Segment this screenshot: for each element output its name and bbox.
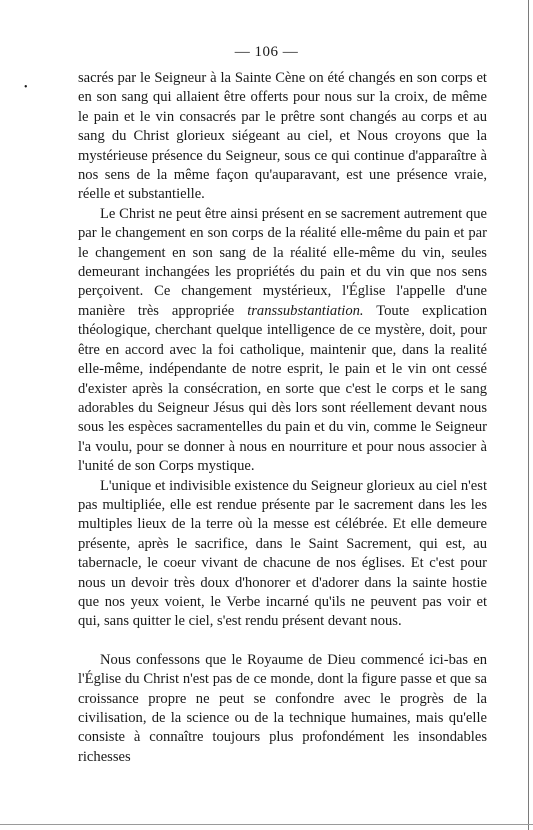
- paragraph-4: [78, 651, 487, 767]
- paragraph-3-text: L'unique et indivisible existence du Seigneur glorieux au ciel n'est pas multipliée, elle est rendue présente par le sacrement dans les les multiples lieux de la terre où la messe est célébrée. Et elle demeure présente, après le sacrifice, dans le Saint Sacrement, qui est, au tabernacle, le coeur vivant de chacune de nos églises. Et c'est pour nous un devoir très doux d'honorer et d'adorer dans la sainte hostie que nos yeux voient, le Verbe incarné qu'ils ne peuvent pas voir et qui, sans quitter le ciel, s'est rendu présent devant nous.: [78, 477, 487, 630]
- body-text: [78, 69, 487, 767]
- paragraph-1: [78, 69, 487, 205]
- page-bottom-rule: [0, 824, 533, 825]
- page-number: — 106 —: [234, 44, 299, 60]
- paragraph-2-text-a: Le Christ ne peut être ainsi présent en se sacrement autrement que par le changement en son corps de la réalité elle-même du pain et par le changement en son sang de la réalité elle-même du vin, seules demeurant inchangées les propriétés du pain et du vin que nos sens perçoivent. Ce changement mystérieux, l'Église l'appelle d'une manière très appropriée: [78, 205, 487, 319]
- page-edge-rule: [528, 0, 529, 830]
- margin-mark: •: [24, 82, 28, 93]
- paragraph-2: [78, 205, 487, 477]
- transsubstantiation-term: transsubstantiation.: [247, 302, 364, 319]
- paragraph-2-text-b: Toute explication théologique, cherchant quelque intelligence de ce mystère, doit, pour être en accord avec la foi catholique, maintenir que, dans la realité elle-même, indépendante de notre esprit, le pain et le vin ont cessé d'exister après la consécration, en sorte que c'est le corps et le sang adorables du Seigneur Jésus qui dès lors sont réellement devant nous sous les espèces sacramentelles du pain et du vin, comme le Seigneur l'a voulu, pour se donner à nous en nourriture et pour nous associer à l'unité de son Corps mystique.: [78, 302, 487, 475]
- paragraph-3: [78, 477, 487, 632]
- paragraph-1-text: sacrés par le Seigneur à la Sainte Cène on été changés en son corps et en son sang qui allaient être offerts pour nous sur la croix, de même le pain et le vin consacrés par le prêtre sont changés au corps et au sang du Christ glorieux siégeant au ciel, et Nous croyons que la mystérieuse présence du Seigneur, sous ce qui continue d'apparaître à nos sens de la même façon qu'auparavant, est une présence vraie, réelle et substantielle.: [78, 70, 487, 203]
- paragraph-4-text: Nous confessons que le Royaume de Dieu commencé ici-bas en l'Église du Christ n'est pas de ce monde, dont la figure passe et que sa croissance propre ne peut se confondre avec le progrès de la civilisation, de la science ou de la technique humaines, mais qu'elle consiste à connaître toujours plus profondément les insondables richesses: [78, 651, 487, 765]
